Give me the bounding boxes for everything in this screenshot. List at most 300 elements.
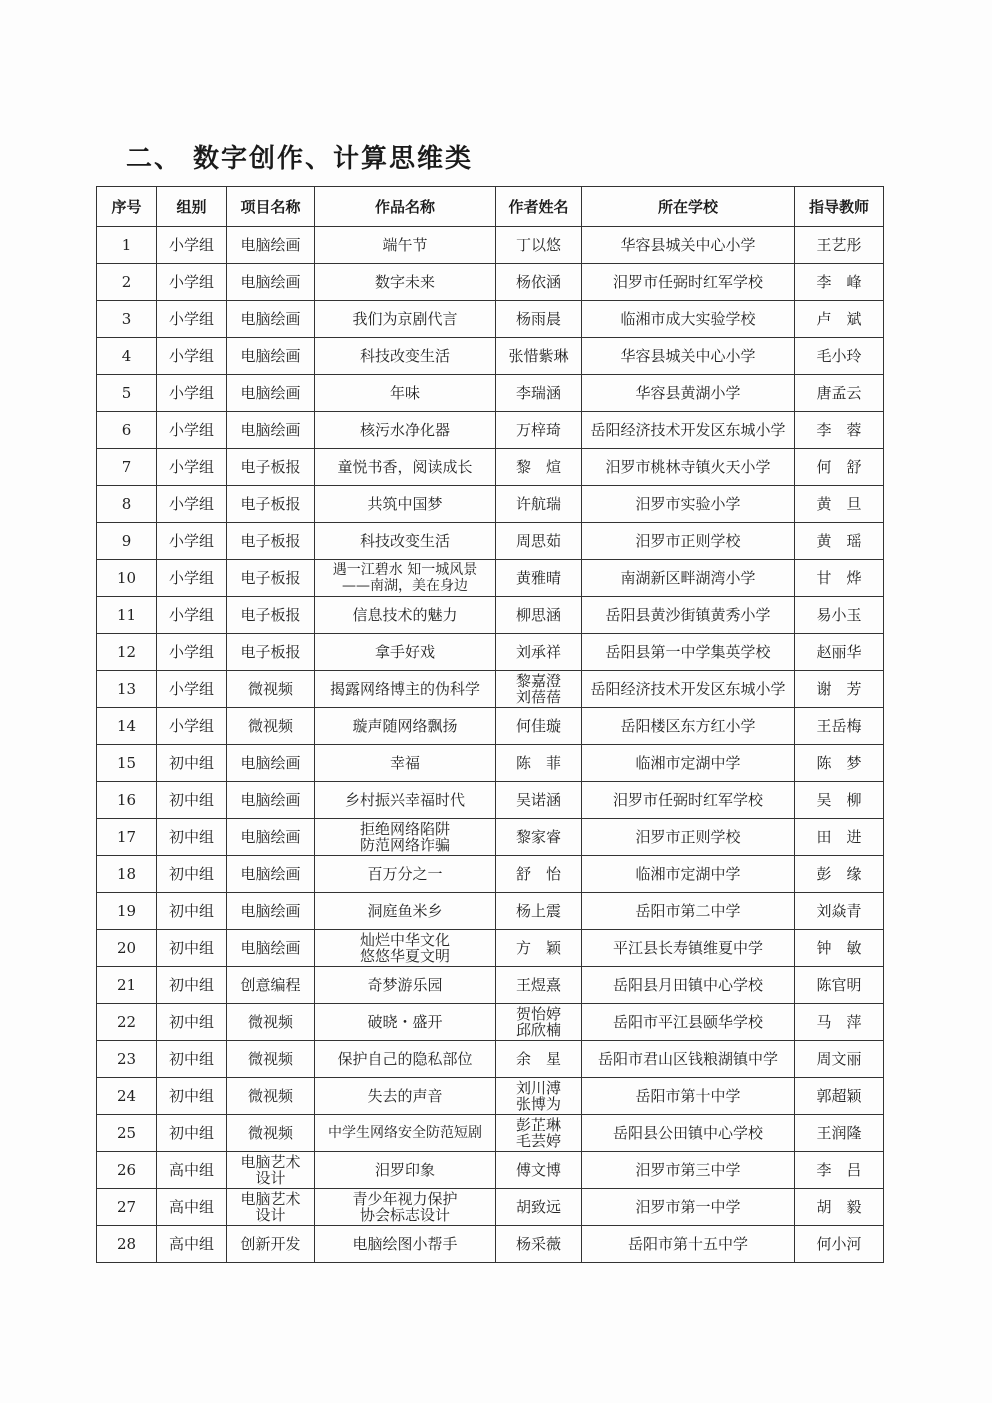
cell-author-line: 毛芸婷 bbox=[515, 1132, 561, 1150]
table-row bbox=[97, 375, 884, 412]
table-row bbox=[97, 1004, 884, 1041]
cell-work bbox=[315, 264, 496, 301]
cell-group: 高中组 bbox=[157, 1226, 227, 1263]
cell-work bbox=[315, 1115, 496, 1152]
cell-school: 汨罗市第一中学 bbox=[582, 1189, 795, 1226]
cell-author-line: 杨采薇 bbox=[515, 1235, 561, 1253]
cell-work bbox=[315, 375, 496, 412]
cell-project bbox=[227, 375, 315, 412]
cell-project-line: 电脑绘画 bbox=[240, 236, 301, 254]
cell-author bbox=[496, 745, 582, 782]
table-row bbox=[97, 708, 884, 745]
cell-project-line: 微视频 bbox=[247, 1050, 293, 1068]
table-row bbox=[97, 1078, 884, 1115]
cell-no: 19 bbox=[97, 893, 157, 930]
table-row bbox=[97, 597, 884, 634]
cell-author-line: 傅文博 bbox=[515, 1161, 561, 1179]
cell-project-line: 电子板报 bbox=[240, 458, 301, 476]
cell-work bbox=[315, 486, 496, 523]
cell-no: 22 bbox=[97, 1004, 157, 1041]
cell-work-line: 揭露网络博主的伪科学 bbox=[329, 680, 480, 698]
cell-teacher: 周文丽 bbox=[795, 1041, 884, 1078]
cell-work-line: 灿烂中华文化 bbox=[359, 931, 450, 949]
cell-work bbox=[315, 523, 496, 560]
cell-teacher: 李 峰 bbox=[795, 264, 884, 301]
cell-author bbox=[496, 1078, 582, 1115]
cell-author-line: 舒 怡 bbox=[515, 865, 561, 883]
cell-no: 21 bbox=[97, 967, 157, 1004]
cell-work-line: 端午节 bbox=[382, 236, 428, 254]
cell-group: 小学组 bbox=[157, 338, 227, 375]
cell-project-line: 电子板报 bbox=[240, 606, 301, 624]
cell-work bbox=[315, 449, 496, 486]
cell-work bbox=[315, 560, 496, 597]
cell-work-line: 璇声随网络飘扬 bbox=[352, 717, 458, 735]
cell-author bbox=[496, 634, 582, 671]
cell-no: 4 bbox=[97, 338, 157, 375]
cell-work-line: 数字未来 bbox=[374, 273, 435, 291]
cell-school: 岳阳市君山区钱粮湖镇中学 bbox=[582, 1041, 795, 1078]
cell-no: 14 bbox=[97, 708, 157, 745]
cell-author bbox=[496, 1041, 582, 1078]
cell-teacher: 李 蓉 bbox=[795, 412, 884, 449]
cell-author bbox=[496, 301, 582, 338]
cell-project bbox=[227, 930, 315, 967]
cell-teacher: 胡 毅 bbox=[795, 1189, 884, 1226]
cell-work bbox=[315, 1078, 496, 1115]
cell-author-line: 杨上震 bbox=[515, 902, 561, 920]
cell-no: 12 bbox=[97, 634, 157, 671]
cell-author bbox=[496, 227, 582, 264]
table-row bbox=[97, 560, 884, 597]
cell-project bbox=[227, 1226, 315, 1263]
cell-group: 小学组 bbox=[157, 375, 227, 412]
cell-teacher: 吴 柳 bbox=[795, 782, 884, 819]
cell-author-line: 吴诺涵 bbox=[515, 791, 561, 809]
cell-author-line: 黄雅晴 bbox=[515, 569, 561, 587]
cell-author bbox=[496, 1226, 582, 1263]
cell-work-line: 奇梦游乐园 bbox=[367, 976, 443, 994]
table-row bbox=[97, 819, 884, 856]
section-title: 二、 数字创作、计算思维类 bbox=[126, 144, 474, 174]
cell-project-line: 微视频 bbox=[247, 1087, 293, 1105]
table-row bbox=[97, 449, 884, 486]
cell-no: 8 bbox=[97, 486, 157, 523]
cell-no: 3 bbox=[97, 301, 157, 338]
cell-project-line: 微视频 bbox=[247, 1013, 293, 1031]
cell-group: 初中组 bbox=[157, 1115, 227, 1152]
cell-author bbox=[496, 560, 582, 597]
cell-work-line: 中学生网络安全防范短剧 bbox=[328, 1125, 482, 1141]
table-row bbox=[97, 338, 884, 375]
cell-author bbox=[496, 967, 582, 1004]
table-row bbox=[97, 1152, 884, 1189]
cell-school: 岳阳经济技术开发区东城小学 bbox=[582, 412, 795, 449]
cell-author-line: 胡致远 bbox=[515, 1198, 561, 1216]
cell-project-line: 电脑艺术 bbox=[240, 1190, 301, 1208]
cell-work-line: 电脑绘图小帮手 bbox=[352, 1235, 458, 1253]
cell-no: 9 bbox=[97, 523, 157, 560]
cell-project-line: 电脑绘画 bbox=[240, 865, 301, 883]
cell-work-line: 汨罗印象 bbox=[374, 1161, 435, 1179]
cell-teacher: 刘焱青 bbox=[795, 893, 884, 930]
cell-work-line: 核污水净化器 bbox=[359, 421, 450, 439]
cell-no: 15 bbox=[97, 745, 157, 782]
cell-work-line: 幸福 bbox=[389, 754, 420, 772]
col-header-project: 项目名称 bbox=[227, 187, 315, 227]
cell-school: 岳阳县第一中学集英学校 bbox=[582, 634, 795, 671]
cell-author-line: 彭芷琳 bbox=[515, 1116, 561, 1134]
cell-work bbox=[315, 967, 496, 1004]
cell-author bbox=[496, 1152, 582, 1189]
cell-no: 1 bbox=[97, 227, 157, 264]
cell-work-line: 我们为京剧代言 bbox=[352, 310, 458, 328]
cell-author bbox=[496, 375, 582, 412]
cell-author bbox=[496, 819, 582, 856]
cell-author-line: 刘承祥 bbox=[515, 643, 561, 661]
col-header-group: 组别 bbox=[157, 187, 227, 227]
cell-author-line: 许航瑞 bbox=[515, 495, 561, 513]
cell-author-line: 周思茹 bbox=[515, 532, 561, 550]
table-row bbox=[97, 967, 884, 1004]
cell-no: 24 bbox=[97, 1078, 157, 1115]
cell-project-line: 电脑绘画 bbox=[240, 310, 301, 328]
cell-project-line: 电脑绘画 bbox=[240, 754, 301, 772]
cell-project bbox=[227, 449, 315, 486]
cell-group: 小学组 bbox=[157, 412, 227, 449]
cell-work bbox=[315, 671, 496, 708]
cell-group: 高中组 bbox=[157, 1189, 227, 1226]
cell-group: 初中组 bbox=[157, 967, 227, 1004]
cell-school: 临湘市成大实验学校 bbox=[582, 301, 795, 338]
cell-school: 临湘市定湖中学 bbox=[582, 856, 795, 893]
cell-group: 初中组 bbox=[157, 1004, 227, 1041]
cell-project bbox=[227, 893, 315, 930]
cell-project bbox=[227, 301, 315, 338]
cell-project bbox=[227, 486, 315, 523]
cell-work-line: 乡村振兴幸福时代 bbox=[344, 791, 465, 809]
cell-author-line: 丁以悠 bbox=[515, 236, 561, 254]
cell-school: 岳阳经济技术开发区东城小学 bbox=[582, 671, 795, 708]
cell-author-line: 张惜紫琳 bbox=[508, 347, 569, 365]
cell-no: 13 bbox=[97, 671, 157, 708]
cell-author bbox=[496, 412, 582, 449]
cell-work bbox=[315, 1004, 496, 1041]
table-row bbox=[97, 745, 884, 782]
cell-no: 20 bbox=[97, 930, 157, 967]
cell-work-line: 防范网络诈骗 bbox=[359, 836, 450, 854]
cell-author-line: 杨依涵 bbox=[515, 273, 561, 291]
col-header-teacher: 指导教师 bbox=[795, 187, 884, 227]
cell-project bbox=[227, 338, 315, 375]
cell-project bbox=[227, 708, 315, 745]
table-row bbox=[97, 856, 884, 893]
cell-group: 小学组 bbox=[157, 634, 227, 671]
cell-teacher: 唐孟云 bbox=[795, 375, 884, 412]
table-row bbox=[97, 930, 884, 967]
cell-author-line: 方 颖 bbox=[515, 939, 561, 957]
cell-school: 岳阳县月田镇中心学校 bbox=[582, 967, 795, 1004]
cell-no: 2 bbox=[97, 264, 157, 301]
cell-no: 18 bbox=[97, 856, 157, 893]
cell-teacher: 王润隆 bbox=[795, 1115, 884, 1152]
cell-teacher: 易小玉 bbox=[795, 597, 884, 634]
cell-author bbox=[496, 338, 582, 375]
cell-group: 小学组 bbox=[157, 449, 227, 486]
cell-group: 初中组 bbox=[157, 782, 227, 819]
cell-school: 南湖新区畔湖湾小学 bbox=[582, 560, 795, 597]
cell-work-line: 协会标志设计 bbox=[359, 1206, 450, 1224]
cell-work-line: 拒绝网络陷阱 bbox=[359, 820, 450, 838]
award-table bbox=[96, 186, 884, 1263]
table-row bbox=[97, 523, 884, 560]
table-row bbox=[97, 1115, 884, 1152]
cell-author-line: 刘蓓蓓 bbox=[515, 688, 561, 706]
cell-group: 小学组 bbox=[157, 708, 227, 745]
cell-project-line: 电脑绘画 bbox=[240, 273, 301, 291]
cell-no: 10 bbox=[97, 560, 157, 597]
cell-teacher: 赵丽华 bbox=[795, 634, 884, 671]
cell-project bbox=[227, 1115, 315, 1152]
cell-project-line: 设计 bbox=[255, 1206, 286, 1224]
cell-school: 临湘市定湖中学 bbox=[582, 745, 795, 782]
cell-work bbox=[315, 301, 496, 338]
cell-work bbox=[315, 1041, 496, 1078]
cell-work bbox=[315, 782, 496, 819]
cell-no: 17 bbox=[97, 819, 157, 856]
cell-author-line: 万梓琦 bbox=[515, 421, 561, 439]
cell-school: 汨罗市桃林寺镇火天小学 bbox=[582, 449, 795, 486]
table-row bbox=[97, 782, 884, 819]
cell-project-line: 电脑绘画 bbox=[240, 347, 301, 365]
cell-project bbox=[227, 782, 315, 819]
cell-school: 汨罗市任弼时红军学校 bbox=[582, 264, 795, 301]
cell-work bbox=[315, 338, 496, 375]
cell-work-line: 童悦书香，阅读成长 bbox=[337, 458, 473, 476]
cell-author-line: 邱欣楠 bbox=[515, 1021, 561, 1039]
cell-work bbox=[315, 819, 496, 856]
cell-no: 6 bbox=[97, 412, 157, 449]
cell-group: 初中组 bbox=[157, 930, 227, 967]
cell-project-line: 电脑绘画 bbox=[240, 902, 301, 920]
table-row bbox=[97, 634, 884, 671]
cell-author bbox=[496, 597, 582, 634]
cell-project bbox=[227, 523, 315, 560]
cell-author bbox=[496, 930, 582, 967]
cell-project bbox=[227, 597, 315, 634]
cell-project-line: 创意编程 bbox=[240, 976, 301, 994]
cell-project bbox=[227, 819, 315, 856]
col-header-no: 序号 bbox=[97, 187, 157, 227]
cell-group: 初中组 bbox=[157, 745, 227, 782]
cell-school: 汨罗市正则学校 bbox=[582, 523, 795, 560]
cell-work-line: 年味 bbox=[389, 384, 420, 402]
cell-group: 小学组 bbox=[157, 560, 227, 597]
cell-project-line: 电脑绘画 bbox=[240, 384, 301, 402]
cell-project-line: 电子板报 bbox=[240, 532, 301, 550]
cell-teacher: 田 进 bbox=[795, 819, 884, 856]
cell-author bbox=[496, 486, 582, 523]
cell-work bbox=[315, 745, 496, 782]
cell-author-line: 何佳璇 bbox=[515, 717, 561, 735]
cell-school: 岳阳县公田镇中心学校 bbox=[582, 1115, 795, 1152]
cell-project bbox=[227, 1041, 315, 1078]
cell-teacher: 马 萍 bbox=[795, 1004, 884, 1041]
cell-teacher: 卢 斌 bbox=[795, 301, 884, 338]
cell-school: 汨罗市第三中学 bbox=[582, 1152, 795, 1189]
cell-teacher: 彭 缘 bbox=[795, 856, 884, 893]
cell-author-line: 刘川溥 bbox=[515, 1079, 561, 1097]
cell-teacher: 王艺彤 bbox=[795, 227, 884, 264]
cell-author-line: 陈 菲 bbox=[515, 754, 561, 772]
cell-work-line: 破晓・盛开 bbox=[367, 1013, 443, 1031]
cell-no: 11 bbox=[97, 597, 157, 634]
cell-author bbox=[496, 1115, 582, 1152]
cell-work bbox=[315, 634, 496, 671]
cell-teacher: 陈官明 bbox=[795, 967, 884, 1004]
table-row bbox=[97, 264, 884, 301]
cell-work bbox=[315, 597, 496, 634]
cell-project-line: 电脑绘画 bbox=[240, 791, 301, 809]
cell-no: 7 bbox=[97, 449, 157, 486]
cell-school: 华容县城关中心小学 bbox=[582, 338, 795, 375]
cell-work-line: 保护自己的隐私部位 bbox=[337, 1050, 473, 1068]
table-row bbox=[97, 412, 884, 449]
cell-author bbox=[496, 893, 582, 930]
cell-work-line: 科技改变生活 bbox=[359, 347, 450, 365]
table-body bbox=[97, 227, 884, 1263]
cell-no: 26 bbox=[97, 1152, 157, 1189]
cell-teacher: 李 吕 bbox=[795, 1152, 884, 1189]
cell-group: 初中组 bbox=[157, 1078, 227, 1115]
cell-work-line: 青少年视力保护 bbox=[352, 1190, 458, 1208]
table-row bbox=[97, 486, 884, 523]
cell-author bbox=[496, 264, 582, 301]
cell-work-line: 共筑中国梦 bbox=[367, 495, 443, 513]
cell-work bbox=[315, 1226, 496, 1263]
cell-group: 小学组 bbox=[157, 597, 227, 634]
cell-project bbox=[227, 634, 315, 671]
table-row bbox=[97, 1189, 884, 1226]
cell-author bbox=[496, 856, 582, 893]
table-row bbox=[97, 893, 884, 930]
cell-no: 5 bbox=[97, 375, 157, 412]
cell-project-line: 电脑绘画 bbox=[240, 939, 301, 957]
cell-teacher: 甘 烨 bbox=[795, 560, 884, 597]
cell-author-line: 余 星 bbox=[515, 1050, 561, 1068]
cell-group: 小学组 bbox=[157, 486, 227, 523]
cell-project-line: 电脑绘画 bbox=[240, 421, 301, 439]
cell-teacher: 谢 芳 bbox=[795, 671, 884, 708]
cell-teacher: 黄 瑶 bbox=[795, 523, 884, 560]
cell-school: 华容县城关中心小学 bbox=[582, 227, 795, 264]
cell-author-line: 黎家睿 bbox=[515, 828, 561, 846]
table-row bbox=[97, 227, 884, 264]
cell-author bbox=[496, 708, 582, 745]
cell-work-line: ——南湖，美在身边 bbox=[342, 578, 468, 594]
cell-project-line: 电脑艺术 bbox=[240, 1153, 301, 1171]
cell-no: 28 bbox=[97, 1226, 157, 1263]
cell-project-line: 电子板报 bbox=[240, 569, 301, 587]
cell-teacher: 何 舒 bbox=[795, 449, 884, 486]
cell-project bbox=[227, 1152, 315, 1189]
cell-author bbox=[496, 1189, 582, 1226]
cell-teacher: 黄 旦 bbox=[795, 486, 884, 523]
cell-group: 小学组 bbox=[157, 301, 227, 338]
table-header-row bbox=[97, 187, 884, 227]
cell-school: 华容县黄湖小学 bbox=[582, 375, 795, 412]
cell-project-line: 电子板报 bbox=[240, 495, 301, 513]
cell-school: 汨罗市正则学校 bbox=[582, 819, 795, 856]
cell-school: 岳阳市第十五中学 bbox=[582, 1226, 795, 1263]
cell-author bbox=[496, 449, 582, 486]
col-header-work: 作品名称 bbox=[315, 187, 496, 227]
cell-project bbox=[227, 671, 315, 708]
cell-project bbox=[227, 1004, 315, 1041]
cell-group: 小学组 bbox=[157, 523, 227, 560]
cell-author-line: 黎嘉澄 bbox=[515, 672, 561, 690]
cell-group: 高中组 bbox=[157, 1152, 227, 1189]
cell-work-line: 科技改变生活 bbox=[359, 532, 450, 550]
cell-author bbox=[496, 671, 582, 708]
cell-school: 岳阳县黄沙街镇黄秀小学 bbox=[582, 597, 795, 634]
cell-work-line: 拿手好戏 bbox=[374, 643, 435, 661]
col-header-school: 所在学校 bbox=[582, 187, 795, 227]
cell-no: 27 bbox=[97, 1189, 157, 1226]
cell-project bbox=[227, 412, 315, 449]
cell-author-line: 杨雨晨 bbox=[515, 310, 561, 328]
cell-work-line: 洞庭鱼米乡 bbox=[367, 902, 443, 920]
cell-teacher: 王岳梅 bbox=[795, 708, 884, 745]
cell-project bbox=[227, 856, 315, 893]
cell-author bbox=[496, 523, 582, 560]
cell-school: 汨罗市任弼时红军学校 bbox=[582, 782, 795, 819]
cell-group: 小学组 bbox=[157, 264, 227, 301]
cell-author-line: 柳思涵 bbox=[515, 606, 561, 624]
cell-author bbox=[496, 782, 582, 819]
cell-project-line: 电子板报 bbox=[240, 643, 301, 661]
cell-group: 小学组 bbox=[157, 671, 227, 708]
cell-group: 小学组 bbox=[157, 227, 227, 264]
cell-work bbox=[315, 227, 496, 264]
table-row bbox=[97, 1226, 884, 1263]
cell-work bbox=[315, 856, 496, 893]
cell-teacher: 钟 敏 bbox=[795, 930, 884, 967]
cell-author-line: 贺怡婷 bbox=[515, 1005, 561, 1023]
cell-project bbox=[227, 1189, 315, 1226]
cell-group: 初中组 bbox=[157, 1041, 227, 1078]
cell-school: 岳阳市第二中学 bbox=[582, 893, 795, 930]
cell-project bbox=[227, 1078, 315, 1115]
cell-author-line: 张博为 bbox=[515, 1095, 561, 1113]
cell-teacher: 何小河 bbox=[795, 1226, 884, 1263]
table-row bbox=[97, 1041, 884, 1078]
cell-teacher: 郭超颖 bbox=[795, 1078, 884, 1115]
cell-work bbox=[315, 1189, 496, 1226]
cell-project-line: 微视频 bbox=[247, 1124, 293, 1142]
cell-no: 25 bbox=[97, 1115, 157, 1152]
cell-author bbox=[496, 1004, 582, 1041]
cell-work bbox=[315, 412, 496, 449]
cell-work bbox=[315, 930, 496, 967]
cell-author-line: 李瑞涵 bbox=[515, 384, 561, 402]
cell-project-line: 微视频 bbox=[247, 717, 293, 735]
table-row bbox=[97, 671, 884, 708]
cell-work-line: 百万分之一 bbox=[367, 865, 443, 883]
cell-no: 23 bbox=[97, 1041, 157, 1078]
cell-author-line: 王煜熹 bbox=[515, 976, 561, 994]
cell-project-line: 微视频 bbox=[247, 680, 293, 698]
